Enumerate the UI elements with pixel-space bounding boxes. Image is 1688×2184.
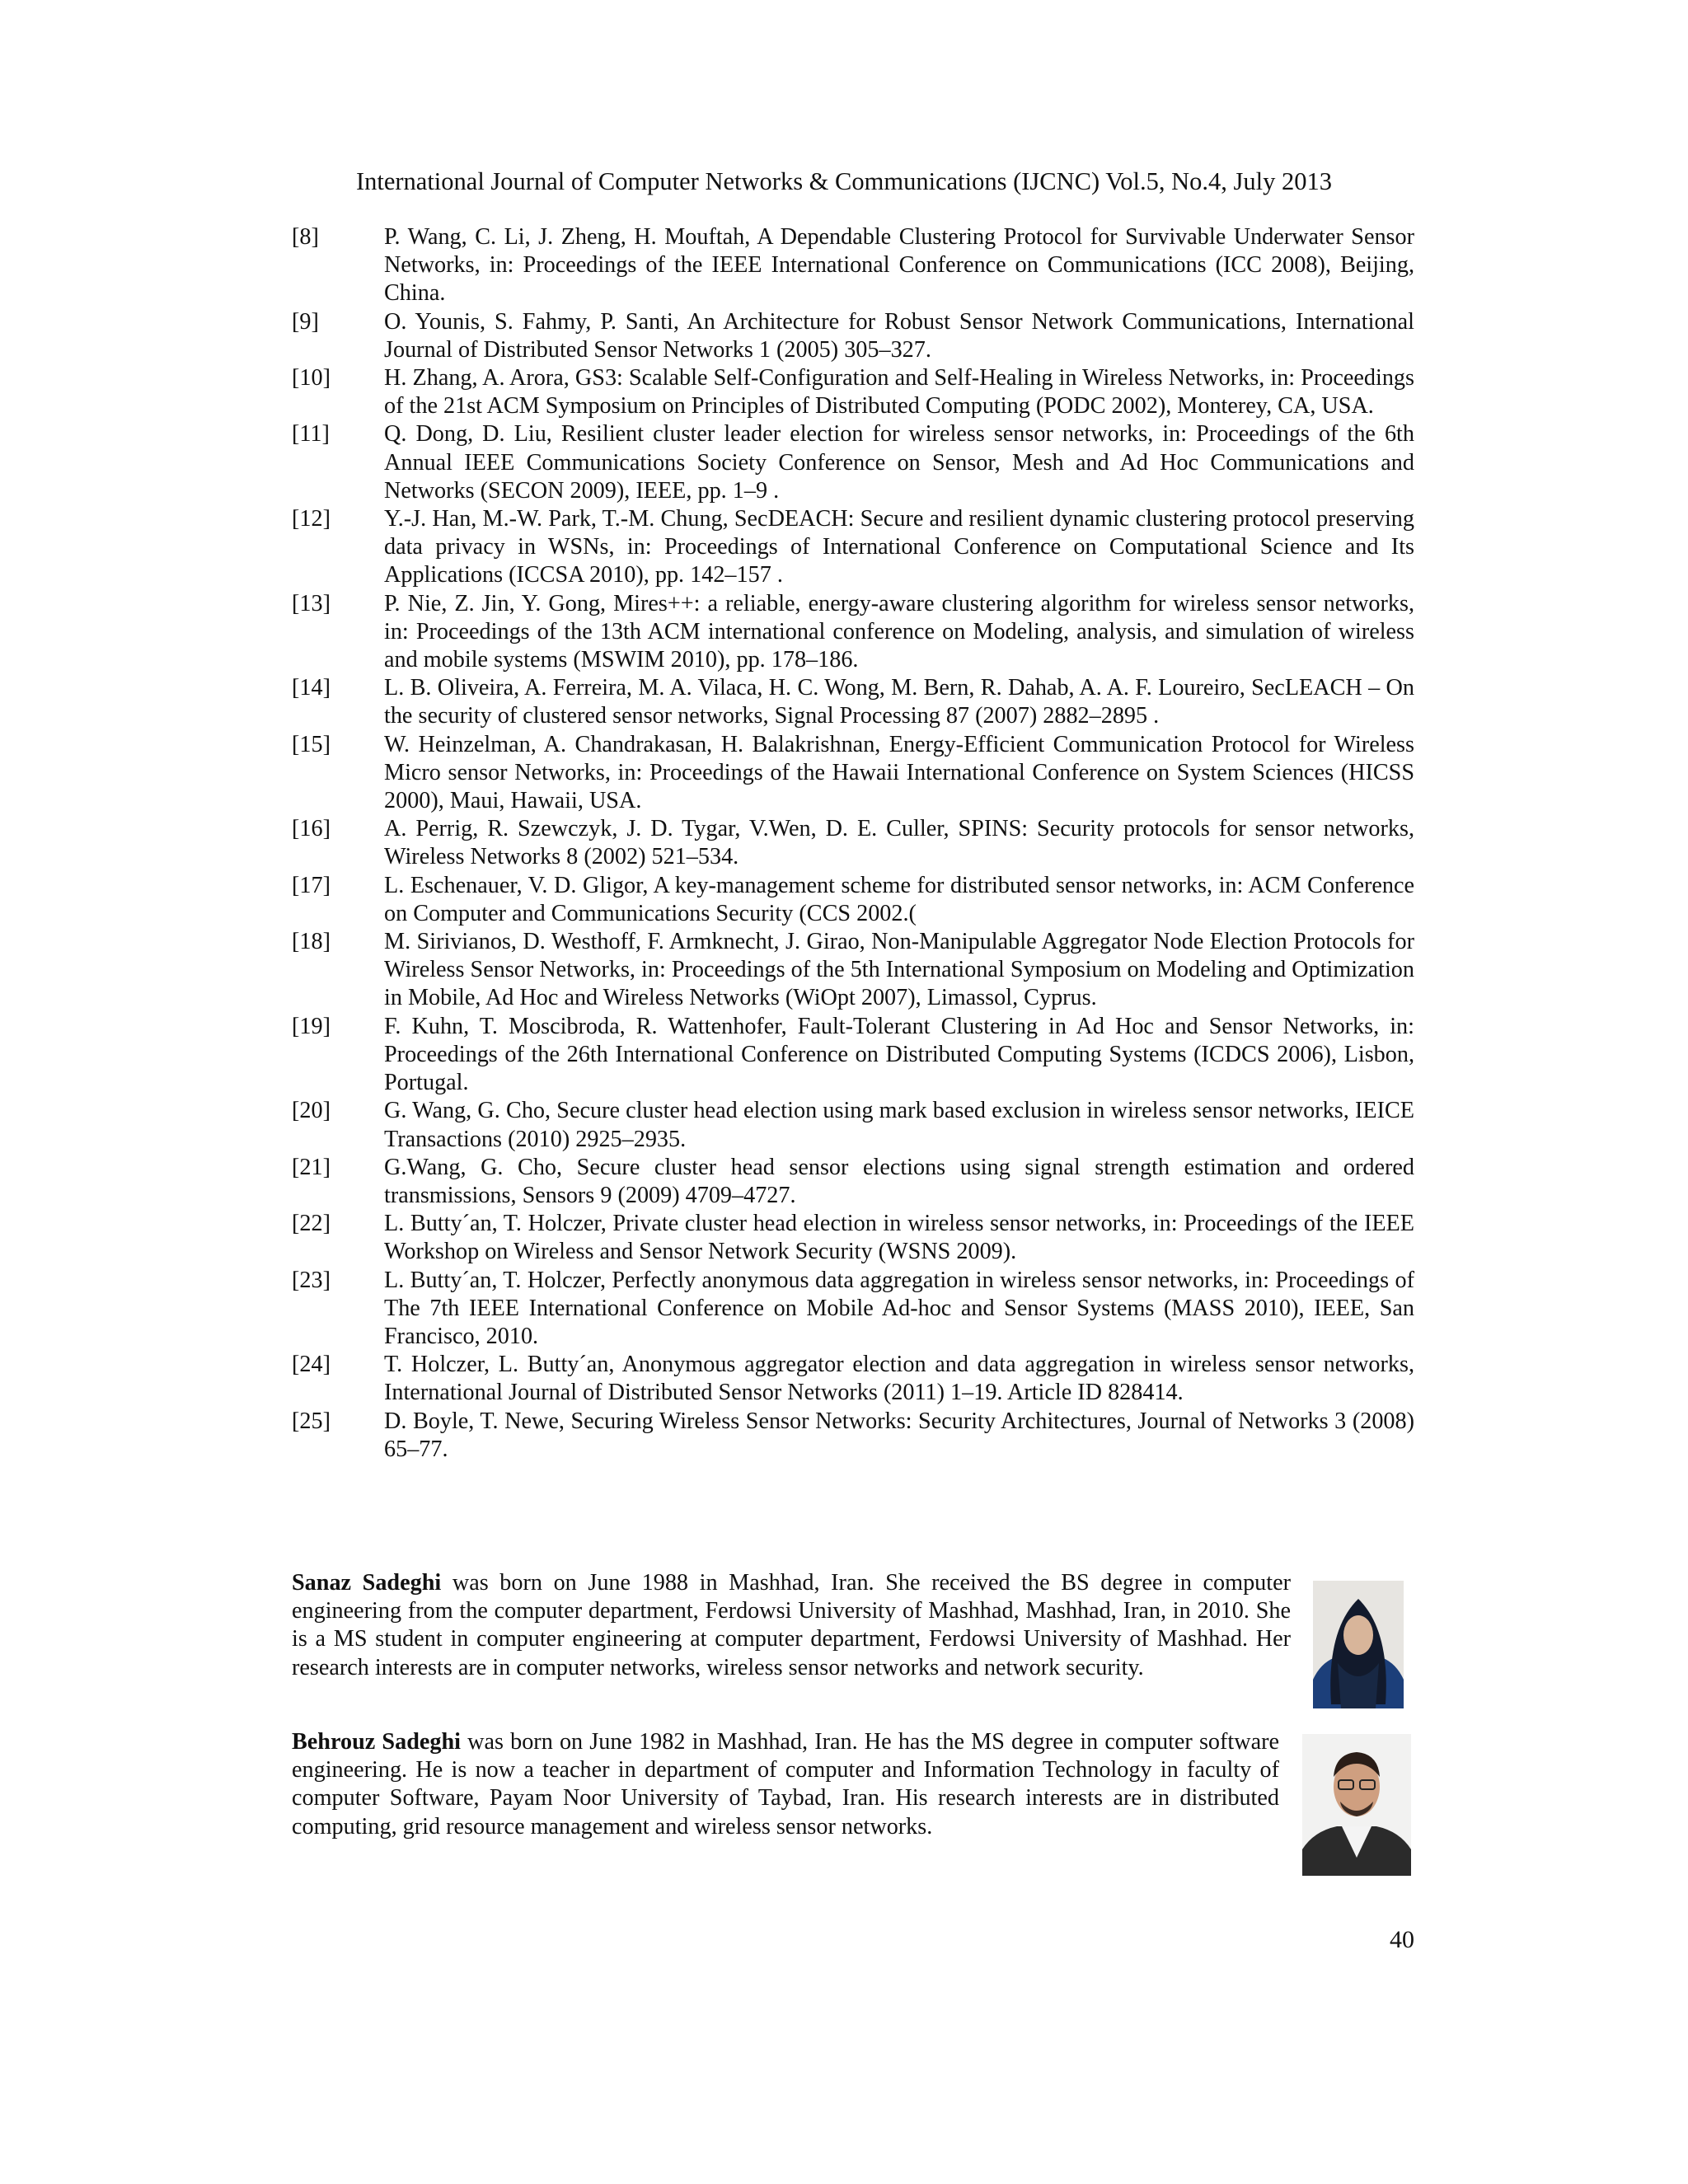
reference-number: [25]: [292, 1408, 331, 1434]
reference-text: A. Perrig, R. Szewczyk, J. D. Tygar, V.Wen, D. E. Culler, SPINS: Security protocols for sensor networks, Wireless Networks 8 (2002) 521–534.: [384, 816, 1414, 870]
reference-number: [10]: [292, 365, 331, 391]
reference-text: M. Sirivianos, D. Westhoff, F. Armknecht, J. Girao, Non-Manipulable Aggregator Node Election Protocols for Wireless Sensor Networks, in: Proceedings of the 5th International Symposium on Modeling and Optimization in Mobile, Ad Hoc and Wireless Networks (WiOpt 2007), Limassol, Cyprus.: [384, 929, 1414, 1011]
reference-text: Q. Dong, D. Liu, Resilient cluster leader election for wireless sensor networks, in: Proceedings of the 6th Annual IEEE Communications Society Conference on Sensor, Mesh and Ad Hoc Communications and Networks (SECON 2009), IEEE, pp. 1–9 .: [384, 421, 1414, 504]
author-bio-text: was born on June 1982 in Mashhad, Iran. He has the MS degree in computer software engineering. He is now a teacher in department of computer and Information Technology in faculty of computer Software, Payam Noor University of Taybad, Iran. His research interests are in distributed computing, grid resource management and wireless sensor networks.: [292, 1729, 1279, 1840]
reference-list: [292, 223, 1414, 1464]
reference-item: [292, 1210, 1414, 1266]
reference-text: L. B. Oliveira, A. Ferreira, M. A. Vilaca, H. C. Wong, M. Bern, R. Dahab, A. A. F. Loureiro, SecLEACH – On the security of clustered sensor networks, Signal Processing 87 (2007) 2882–2895 .: [384, 675, 1414, 729]
reference-text: L. Eschenauer, V. D. Gligor, A key-management scheme for distributed sensor networks, in: ACM Conference on Computer and Communications Security (CCS 2002.(: [384, 872, 1414, 926]
reference-item: [292, 1154, 1414, 1210]
reference-number: [11]: [292, 421, 330, 448]
reference-number: [17]: [292, 872, 331, 898]
author-photo: [1302, 1734, 1411, 1876]
reference-item: [292, 1408, 1414, 1464]
author-bio: [292, 1569, 1291, 1682]
reference-text: G. Wang, G. Cho, Secure cluster head election using mark based exclusion in wireless sensor networks, IEICE Transactions (2010) 2925–2935.: [384, 1098, 1414, 1152]
author-name: Sanaz Sadeghi: [292, 1570, 442, 1596]
reference-number: [18]: [292, 929, 331, 955]
reference-number: [16]: [292, 816, 331, 842]
reference-item: [292, 420, 1414, 505]
reference-number: [19]: [292, 1013, 331, 1039]
reference-number: [22]: [292, 1211, 331, 1237]
reference-text: L. Butty´an, T. Holczer, Perfectly anonymous data aggregation in wireless sensor networks, in: Proceedings of The 7th IEEE International Conference on Mobile Ad-hoc and Sensor Systems (MASS 2010), IEEE, San Francisco, 2010.: [384, 1267, 1414, 1349]
author-bio-text: was born on June 1988 in Mashhad, Iran. She received the BS degree in computer engineering from the computer department, Ferdowsi University of Mashhad, Mashhad, Iran, in 2010. She is a MS student in computer engineering at computer department, Ferdowsi University of Mashhad. Her research interests are in computer networks, wireless sensor networks and network security.: [292, 1570, 1291, 1680]
reference-text: H. Zhang, A. Arora, GS3: Scalable Self-Configuration and Self-Healing in Wireless Networks, in: Proceedings of the 21st ACM Symposium on Principles of Distributed Computing (PODC 2002), Monterey, CA, USA.: [384, 365, 1414, 419]
reference-text: P. Nie, Z. Jin, Y. Gong, Mires++: a reliable, energy-aware clustering algorithm for wireless sensor networks, in: Proceedings of the 13th ACM international conference on Modeling, analysis, and simulation of wireless and mobile systems (MSWIM 2010), pp. 178–186.: [384, 590, 1414, 673]
reference-item: [292, 505, 1414, 590]
author-photo-image: [1302, 1734, 1411, 1876]
author-photo: [1313, 1581, 1404, 1708]
reference-text: W. Heinzelman, A. Chandrakasan, H. Balakrishnan, Energy-Efficient Communication Protocol for Wireless Micro sensor Networks, in: Proceedings of the Hawaii International Conference on System Sciences (HICSS 2000), Maui, Hawaii, USA.: [384, 731, 1414, 814]
reference-item: [292, 815, 1414, 871]
reference-item: [292, 731, 1414, 816]
reference-text: T. Holczer, L. Butty´an, Anonymous aggregator election and data aggregation in wireless sensor networks, International Journal of Distributed Sensor Networks (2011) 1–19. Article ID 828414.: [384, 1352, 1414, 1406]
reference-item: [292, 872, 1414, 928]
reference-number: [24]: [292, 1352, 331, 1378]
reference-item: [292, 1351, 1414, 1407]
author-name: Behrouz Sadeghi: [292, 1729, 461, 1755]
author-bio: [292, 1728, 1279, 1841]
reference-item: [292, 928, 1414, 1013]
reference-item: [292, 308, 1414, 364]
reference-number: [13]: [292, 590, 331, 616]
reference-text: Y.-J. Han, M.-W. Park, T.-M. Chung, SecDEACH: Secure and resilient dynamic clustering protocol preserving data privacy in WSNs, in: Proceedings of International Conference on Computational Science and Its Applications (ICCSA 2010), pp. 142–157 .: [384, 506, 1414, 588]
reference-number: [23]: [292, 1267, 331, 1293]
reference-text: F. Kuhn, T. Moscibroda, R. Wattenhofer, Fault-Tolerant Clustering in Ad Hoc and Sensor Networks, in: Proceedings of the 26th International Conference on Distributed Computing Systems (ICDCS 2006), Lisbon, Portugal.: [384, 1013, 1414, 1096]
reference-text: G.Wang, G. Cho, Secure cluster head sensor elections using signal strength estimation and ordered transmissions, Sensors 9 (2009) 4709–4727.: [384, 1154, 1414, 1208]
reference-item: [292, 364, 1414, 420]
reference-text: L. Butty´an, T. Holczer, Private cluster head election in wireless sensor networks, in: Proceedings of the IEEE Workshop on Wireless and Sensor Network Security (WSNS 2009).: [384, 1211, 1414, 1265]
reference-item: [292, 590, 1414, 675]
reference-item: [292, 1267, 1414, 1352]
page-number: 40: [1390, 1926, 1414, 1953]
running-header: International Journal of Computer Networks & Communications (IJCNC) Vol.5, No.4, July 2013: [355, 167, 1333, 195]
reference-item: [292, 1013, 1414, 1098]
reference-item: [292, 1097, 1414, 1153]
reference-text: O. Younis, S. Fahmy, P. Santi, An Architecture for Robust Sensor Network Communications, International Journal of Distributed Sensor Networks 1 (2005) 305–327.: [384, 308, 1414, 363]
reference-number: [20]: [292, 1098, 331, 1124]
reference-number: [12]: [292, 506, 331, 532]
reference-number: [8]: [292, 224, 319, 250]
reference-text: P. Wang, C. Li, J. Zheng, H. Mouftah, A Dependable Clustering Protocol for Survivable Underwater Sensor Networks, in: Proceedings of the IEEE International Conference on Communications (ICC 2008), Beijing, China.: [384, 224, 1414, 307]
reference-item: [292, 223, 1414, 308]
reference-item: [292, 674, 1414, 730]
reference-number: [14]: [292, 675, 331, 701]
reference-number: [9]: [292, 308, 319, 335]
reference-number: [15]: [292, 731, 331, 757]
reference-number: [21]: [292, 1154, 331, 1180]
reference-text: D. Boyle, T. Newe, Securing Wireless Sensor Networks: Security Architectures, Journal of Networks 3 (2008) 65–77.: [384, 1408, 1414, 1462]
author-photo-image: [1313, 1581, 1404, 1708]
